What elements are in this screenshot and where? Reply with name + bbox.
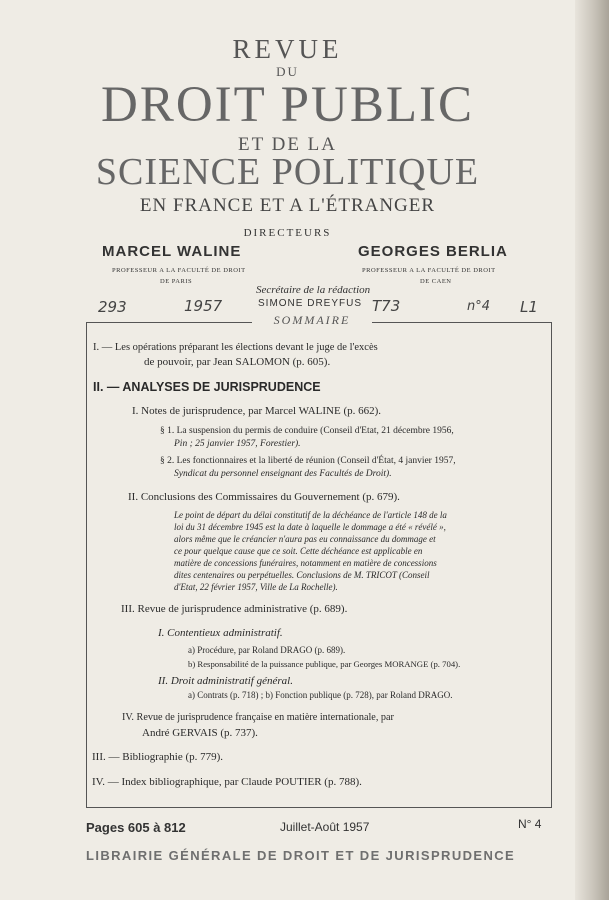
directeurs-label: DIRECTEURS	[243, 227, 332, 239]
toc-line: André GERVAIS (p. 737).	[142, 727, 258, 739]
toc-line: IV. — Index bibliographique, par Claude POUTIER (p. 788).	[92, 776, 362, 788]
toc-line: Syndicat du personnel enseignant des Facultés de Droit).	[174, 469, 392, 479]
toc-line: I. — Les opérations préparant les élections devant le juge de l'excès	[93, 342, 378, 353]
secretary-label: Secrétaire de la rédaction	[256, 284, 371, 296]
director-city-waline: DE PARIS	[160, 278, 193, 285]
toc-section-heading: II. — ANALYSES DE JURISPRUDENCE	[93, 380, 321, 394]
toc-line: Pin ; 25 janvier 1957, Forestier).	[174, 439, 301, 449]
handwritten-note-l1: L1	[520, 298, 538, 316]
director-title-waline: PROFESSEUR A LA FACULTÉ DE DROIT	[112, 267, 246, 274]
toc-line: II. Droit administratif général.	[158, 675, 293, 687]
director-city-berlia: DE CAEN	[420, 278, 452, 285]
handwritten-note-293: 293	[98, 298, 127, 316]
toc-line: alors même que le créancier n'aura pas eu connaissance du dommage et	[174, 534, 436, 544]
footer-issue-number: N° 4	[518, 817, 542, 831]
toc-line: loi du 31 décembre 1945 est la date à laquelle le dommage a été « révélé »,	[174, 522, 446, 532]
title-droit-public: DROIT PUBLIC	[100, 77, 474, 133]
toc-line: Le point de départ du délai constitutif de la déchéance de l'article 148 de la	[174, 510, 447, 520]
title-du: DU	[276, 64, 299, 79]
footer-publisher: LIBRAIRIE GÉNÉRALE DE DROIT ET DE JURISPRUDENCE	[86, 848, 516, 863]
toc-line: III. Revue de jurisprudence administrative (p. 689).	[121, 603, 348, 615]
toc-line: de pouvoir, par Jean SALOMON (p. 605).	[144, 356, 331, 368]
toc-line: § 1. La suspension du permis de conduire (Conseil d'Etat, 21 décembre 1956,	[160, 426, 454, 436]
toc-line: a) Procédure, par Roland DRAGO (p. 689).	[188, 645, 346, 655]
footer-date: Juillet-Août 1957	[280, 820, 370, 834]
toc-line: b) Responsabilité de la puissance publique, par Georges MORANGE (p. 704).	[188, 659, 461, 669]
toc-line: III. — Bibliographie (p. 779).	[92, 751, 224, 763]
title-revue: REVUE	[232, 34, 343, 64]
title-science-politique: SCIENCE POLITIQUE	[95, 151, 480, 193]
toc-line: dites centenaires ou perpétuelles. Conclusions de M. TRICOT (Conseil	[174, 570, 430, 580]
toc-line: I. Contentieux administratif.	[158, 627, 283, 639]
sommaire-title: SOMMAIRE	[252, 313, 372, 328]
director-name-berlia: GEORGES BERLIA	[358, 243, 508, 260]
toc-line: IV. Revue de jurisprudence française en matière internationale, par	[122, 712, 394, 723]
page-binding-edge	[575, 0, 609, 900]
toc-line: d'Etat, 22 février 1957, Ville de La Rochelle).	[174, 582, 338, 592]
handwritten-note-1957: 1957	[184, 297, 223, 315]
director-title-berlia: PROFESSEUR A LA FACULTÉ DE DROIT	[362, 267, 496, 274]
footer-pages: Pages 605 à 812	[86, 820, 186, 835]
toc-line: I. Notes de jurisprudence, par Marcel WALINE (p. 662).	[132, 405, 382, 417]
secretary-name: SIMONE DREYFUS	[258, 298, 363, 309]
toc-line: matière de concessions funéraires, notamment en matière de concessions	[174, 558, 437, 568]
toc-line: ce pour quelque cause que ce soit. Cette déchéance est applicable en	[174, 546, 423, 556]
title-et-de-la: ET DE LA	[237, 134, 338, 155]
toc-line: § 2. Les fonctionnaires et la liberté de réunion (Conseil d'État, 4 janvier 1957,	[160, 456, 456, 466]
handwritten-note-n4: n°4	[467, 299, 491, 314]
handwritten-note-t73: T73	[372, 297, 401, 315]
toc-line: a) Contrats (p. 718) ; b) Fonction publique (p. 728), par Roland DRAGO.	[188, 690, 453, 700]
director-name-waline: MARCEL WALINE	[102, 243, 242, 260]
subtitle-en-france: EN FRANCE ET A L'ÉTRANGER	[139, 195, 436, 216]
toc-line: II. Conclusions des Commissaires du Gouvernement (p. 679).	[128, 491, 400, 503]
